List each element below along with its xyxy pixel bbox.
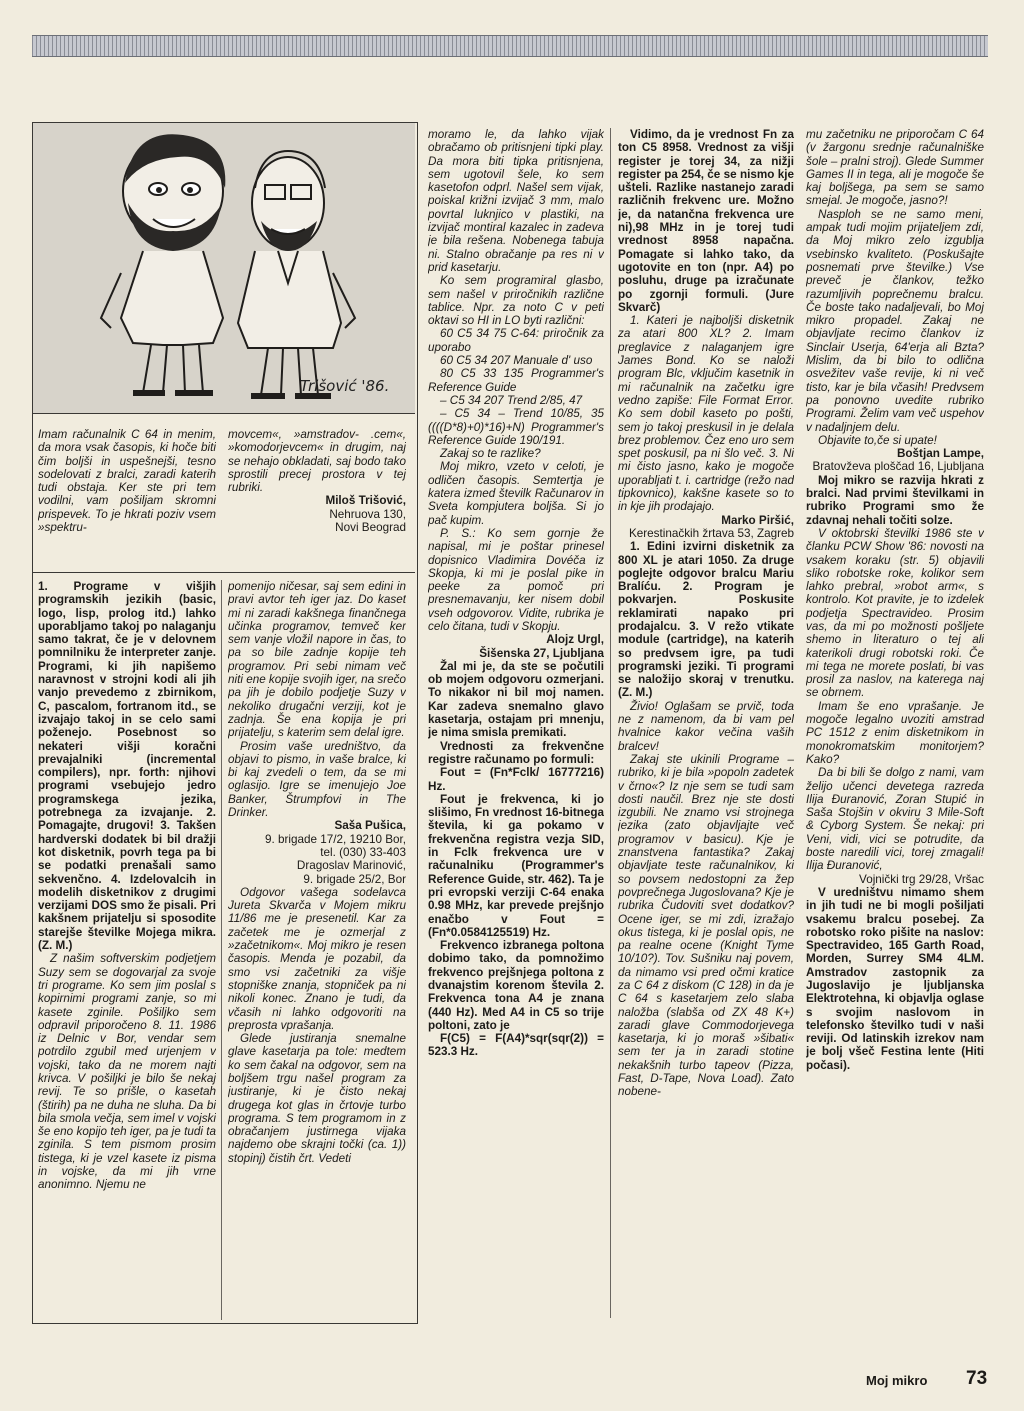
magazine-name: Moj mikro <box>866 1373 928 1388</box>
paragraph: Vojnički trg 29/28, Vršac <box>859 872 984 886</box>
caricature-illustration <box>33 123 415 413</box>
paragraph: Moj mikro se razvija hkrati z bralci. Nad prvimi številkami in rubriko Programi smo že zdavnaj nehali točiti solze. <box>806 473 984 527</box>
paragraph: Novi Beograd <box>335 521 406 535</box>
paragraph: 1. Kateri je najboljši disketnik za atari 800 XL? 2. Imam preglavice z nalaganjem igre James Bond. Ko se naloži program Blc, vključim kasetnik in mi računalnik na začetku igre vedno zapiše: File Format Error. Ko sem dobil kaseto po pošti, sem jo takoj preskusil in je delala brez problemov. Čez eno uro sem spet poskusil, pa ni šlo več. 3. Ni mi čisto jasno, kako je mogoče uporabljati t. i. cartridge (režo nad tipkovnico), kakšne kasete so to in kje jih prodajajo. <box>618 314 794 514</box>
paragraph: Ko sem programiral glasbo, sem našel v priročnikih različne tablice. Npr. za noto C v peti oktavi so HI in LO byti različni: <box>428 274 604 328</box>
paragraph: V oktobrski številki 1986 ste v članku PCW Show '86: novosti na vsakem koraku (str. 5) objavili sliko robotske roke, kolikor sem lahko prebral, »robot arm«, s kontrolo. Kot pravite, je to izdelek podjetja Spectravideo. Prosim vas, da mi po možnosti pošljete shemo in literaturo o tej ali katerikoli drugi robotski roki. Če mi tega ne morete poslati, bi vas prosil za naslov, na katerega naj se obrnem. <box>806 526 984 700</box>
paragraph: Da bi bili še dolgo z nami, vam želijo učenci devetega razreda Ilija Đuranović, Zoran Stupić in Saša Stojšin v okviru 3 Mile-Soft & Cyborg System. Še nekaj: pri Veni, vidi, vici se potrudite, da boste naredili vici, torej zmagali! Ilija Đuranović, <box>806 766 984 873</box>
letter-col4 <box>618 128 794 1324</box>
letter-col2-upper <box>228 428 406 568</box>
paragraph: mu začetniku ne priporočam C 64 (v žargonu srednje računalniške šole – pralni stroj). Glede Summer Games II in tega, ali je mogoče še kaj boljšega, pa sem se samo smejal. Je mogoče, jasno?! <box>806 128 984 208</box>
paragraph: Živio! Oglašam se prvič, toda ne z namenom, da bi vam pel hvalnice kakor večina vaših bralcev! <box>618 699 794 753</box>
letter-col5 <box>806 128 984 1324</box>
paragraph: 60 C5 34 207 Manuale d' uso <box>440 354 593 368</box>
header-band <box>32 35 988 57</box>
divider-top <box>33 413 415 414</box>
paragraph: Nasploh se ne samo meni, ampak tudi mojim prijateljem zdi, da Moj mikro zelo izgublja vsebinsko kvaliteto. (Poskušajte posnemati prve številke.) Vse preveč je člankov, težko razumljivih poprečnemu bralcu. Če boste tako nadaljevali, bo Moj mikro propadel. Zakaj ne objavljate recimo člankov iz Sinclair Userja, 64'erja ali Bzta? Mislim, da bi bilo to odlična osvežitev vaše revije, ki ni več tisto, kar je bila včasih! Predvsem pa ponovno uvedite rubriko Programi. Želim vam več uspehov v nadaljnjem delu. <box>806 207 984 434</box>
paragraph: Marko Piršić, <box>721 513 794 527</box>
paragraph: Zakaj so te razlike? <box>440 447 541 461</box>
divider-mid <box>33 572 415 573</box>
paragraph: Šišenska 27, Ljubljana <box>479 646 604 660</box>
paragraph: pomenijo ničesar, saj sem edini in pravi avtor teh iger jaz. Do kaset mi ni zaradi kakšnega finančnega učinka programov, temveč ker sem vanje vložil napore in čas, to pa so bile zadnje kopije teh programov. Pri sebi nimam več niti ene kopije svojih iger, na srečo pa jih je dobilo podjetje Suzy v nekoliko drugačni verziji, kot je zadnja. Še ena kopija je pri prijatelju, s katerim sem delal igre. <box>228 580 406 740</box>
paragraph: Objavite to,če si upate! <box>818 433 937 447</box>
paragraph: 60 C5 34 75 C-64: priročnik za uporabo <box>428 327 604 354</box>
letter-col2-lower <box>228 580 406 1322</box>
paragraph: Z našim softverskim podjetjem Suzy sem se dogovarjal za svoje tri programe. Ko sem jim poslal s kopirnimi programi zanje, so mi kasete zginile. Pošiljko sem odpravil priporočeno 8. 11. 1986 iz Delnic v Bor, vendar sem potrdilo zgubil med urjenjem v vojski, tako da ne morem najti krivca. V pošiljki je bilo še nekaj revij. Te so prišle, o kasetah (štirih) pa ne duha ne sluha. Da bi bila smola večja, sem imel v vojski še eno kopijo teh iger, pa je tudi ta zginila. S tem pismom prosim tistega, ki je vzel kasete iz pisma in vojske, da mi jih vrne anonimno. Njemu ne <box>38 952 216 1192</box>
paragraph: Boštjan Lampe, <box>896 447 984 461</box>
paragraph: – C5 34 – Trend 10/85, 35 ((((D*8)+0)*16)+N) Programmer's Reference Guide 190/191. <box>428 407 604 447</box>
paragraph: Kerestinačkih žrtava 53, Zagreb <box>628 526 794 540</box>
paragraph: Nehruova 130, <box>329 507 406 521</box>
paragraph: – C5 34 207 Trend 2/85, 47 <box>440 393 583 407</box>
paragraph: Moj mikro, vzeto v celoti, je odličen časopis. Semtertja je katera izmed številk Računarov in Sveta kompjutera boljša. Si jo pač kupim. <box>428 460 604 527</box>
paragraph: 80 C5 33 135 Programmer's Reference Guide <box>428 367 604 394</box>
paragraph: moramo le, da lahko vijak obračamo ob pritisnjeni tipki play. Da mora biti tipka pritisnjena, sem ugotovil šele, ko sem kasetofon odprl. Našel sem vijak, poiskal križni izvijač 3 mm, malo povrtal luknjico v plastiki, na izvijač montiral kazalec in zadeva je bila rešena. Nobenega tabuja ni. Stalno obračanje pa res ni v prid kasetarju. <box>428 128 604 274</box>
paragraph: Glede justiranja snemalne glave kasetarja pa tole: medtem ko sem čakal na odgovor, sem na boljšem trgu našel program za justiranje, ki je čisto nekaj drugega kot glas in črtovje turbo programa. S tem programom in z obračanjem justirnega vijaka najdemo obe skrajni točki (ca. 1)) stopinj) čistih črt. Vedeti <box>228 1032 406 1165</box>
paragraph: V uredništvu nimamo shem in jih tudi ne bi mogli pošiljati vsakemu bralcu posebej. Za robotsko roko pišite na naslov: Spectravideo, 165 Garth Road, Morden, Surrey SM4 4LM. Amstradov zastopnik za Jugoslavijo je ljubljanska Elektrotehna, ki objavlja oglase s svojim naslovom in telefonsko številko tudi v naši reviji. Od latinskih izrekov nam je bolj všeč Festina lente (Hiti počasi). <box>806 885 984 1072</box>
paragraph: movcem«, »amstradov- .cem«, »komodorjevcem« in drugim, naj se nehajo obkladati, saj bodo tako sprostili precej prostora v tej rubriki. <box>228 428 406 495</box>
paragraph: 1. Edini izvirni disketnik za 800 XL je atari 1050. Za druge poglejte odgovor bralcu Mariu Bralíću. 2. Program je pokvarjen. Poskusite reklamirati napako pri prodajalcu. 3. V režo vtikate module (cartridge), na katerih so predvsem igre, pa tudi programski jeziki. Ti programi se naložijo skoraj v trenutku. (Z. M.) <box>618 540 794 700</box>
col-rule-1 <box>221 580 222 1320</box>
paragraph: Dragoslav Marinović, <box>296 859 406 873</box>
paragraph: 9. brigade 17/2, 19210 Bor, <box>264 832 406 846</box>
page-number: 73 <box>966 1368 988 1389</box>
paragraph: Fout je frekvenca, ki jo slišimo, Fn vrednost 16-bitnega števila, ki ga pokamo v frekvenčna registra vezja SID, in Fclk frekvenca ure v računalniku (Programmer's Reference Guide, str. 462). Ta je pri evropski verziji C-64 enaka 0.98 MHz, kar prevede prejšnjo enačbo v Fout = (Fn*0.0584125519) Hz. <box>428 792 604 939</box>
paragraph: 1. Programe v višjih programskih jezikih (basic, logo, lisp, prolog itd.) lahko uporabljamo takoj po nalaganju samo takrat, če je v delovnem pomnilniku že interpreter zanje. Programi, ki jih napišemo naravnost v strojni kodi ali jih vanjo prevedemo z zbirnikom, C, pascalom, fortranom itd., se izvajajo takoj in se celo sami poženejo. Posebnost so nekateri višji koračni prevajalniki (incremental compilers), npr. forth: njihovi programi vsebujejo jedro programskega jezika, potrebnega za izvajanje. 2. Pomagajte, drugovi! 3. Takšen hardverski dodatek bi bil dražji kot disketnik, povrh tega pa bi se podatki prenašali samo sekvenčno. 4. Izdelovalcih in modelih disketnikov z drugimi verzijami DOS smo že pisali. Pri kakšnem prijatelju si sposodite starejše številke Mojega mikra. (Z. M.) <box>38 580 216 953</box>
letter-col1-upper <box>38 428 216 568</box>
paragraph: F(C5) = F(A4)*sqr(sqr(2)) = 523.3 Hz. <box>428 1032 604 1059</box>
paragraph: 9. brigade 25/2, Bor <box>303 872 406 886</box>
paragraph: tel. (030) 33-403 <box>320 845 406 859</box>
paragraph: Imam še eno vprašanje. Je mogoče legalno uvoziti amstrad PC 1512 z enim disketnikom in monokromatskim monitorjem? Kako? <box>806 699 984 766</box>
paragraph: Imam računalnik C 64 in menim, da mora vsak časopis, ki hoče biti čim boljši in uspešnejši, tesno sodelovati z bralci, zaradi katerih tudi obstaja. Ker ste pri tem vodilni, vam pošiljam skromni prispevek. To je hkrati poziv vsem »spektru- <box>38 428 216 535</box>
paragraph: Bratovževa ploščad 16, Ljubljana <box>812 460 984 474</box>
paragraph: P. S.: Ko sem gornje že napisal, mi je poštar prinesel dopisnico Vladimira Dovéča iz Skopja, ki mi je poslal pike in peeke za pomoč pri presnemavanju, ker nisem dobil vseh odgovorov. Vidite, rubrika je celo čitana, tudi v Skopju. <box>428 526 604 633</box>
paragraph: Žal mi je, da ste se počutili ob mojem odgovoru ozmerjani. To nikakor ni bil moj namen. Kar zadeva snemalno glavo kasetarja, ostajam pri mnenju, je nima smisla premikati. <box>428 659 604 740</box>
paragraph: Zakaj ste ukinili Programe – rubriko, ki je bila »popoln zadetek v črno«? Iz nje sem se tudi sam dosti naučil. Brez nje ste dosti izgubili. Ne znamo vsi strojnega jezika (zato objavljajte več programov v basicu). Kje je znanstvena fantastika? Zakaj objavljate teste računalnikov, ki so povsem nedostopni za žep povprečnega Jugoslovana? Kje je rubrika Čudoviti svet dodatkov? Ocene iger, se mi zdi, izražajo okus tistega, ki je poslal opis, ne pa realne ocene (Knight Tyme 10/10?). Tov. Sušniku naj povem, da nimamo vsi pred očmi kratice za C 64 z diskom (C 128) in da je C 64 s kasetarjem zelo slaba naložba (slabša od ZX 48 K+) zaradi glave Commodorjevega kasetarja, ki jo moraš »šibati« sem ter ja in zaradi stotine nekakšnih turbo tapeov (Pizza, Fast, D-Tape, Nova Load). Zato nobene- <box>618 752 794 1099</box>
artist-signature: Trišović '86. <box>300 377 390 395</box>
letter-col3 <box>428 128 604 1324</box>
caricature-drawing <box>33 123 415 413</box>
paragraph: Saša Pušica, <box>334 819 406 833</box>
paragraph: Odgovor vašega sodelavca Jureta Skvarča v Mojem mikru 11/86 me je presenetil. Kar za začetek me je ozmerjal z »začetnikom«. Moj mikro je resen časopis. Menda je pozabil, da smo vsi začetniki za višje stopniške znanja, stopniček pa ni nikoli konec. Znano je tudi, da včasih ni lahko odgovoriti na preprosta vprašanja. <box>228 885 406 1032</box>
paragraph: Prosim vaše uredništvo, da objavi to pismo, in vaše bralce, ki bi kaj zvedeli o tem, da se mi oglasijo. Igre se imenujejo Joe Banker, Štrumpfovi in The Drinker. <box>228 739 406 820</box>
paragraph: Frekvenco izbranega poltona dobimo tako, da pomnožimo frekvenco prejšnjega poltona z dvanajstim korenom števila 2. Frekvenca tona A4 je znana (440 Hz). Med A4 in C5 so trije poltoni, zato je <box>428 939 604 1032</box>
paragraph: Vidimo, da je vrednost Fn za ton C5 8958. Vrednost za višji register je torej 34, za nižji register pa 254, če se nismo kje ušteli. Razlike nastanejo zaradi različnih frekvenc ure. Možno je, da natančna frekvenca ure ni),98 MHz in je torej tudi vrednost 8958 napačna. Pomagate si lahko tako, da ugotovite en ton (npr. A4) po posluhu, druge pa izračunate po zgornji formuli. (Jure Skvarč) <box>618 128 794 314</box>
paragraph: Miloš Trišović, <box>325 494 406 508</box>
paragraph: Alojz Urgl, <box>546 633 604 647</box>
paragraph: Vrednosti za frekvenčne registre računamo po formuli: <box>428 739 604 766</box>
letter-col1-lower <box>38 580 216 1322</box>
paragraph: Fout = (Fn*Fclk/ 16777216) Hz. <box>428 766 604 793</box>
col-rule-2 <box>610 128 611 1318</box>
